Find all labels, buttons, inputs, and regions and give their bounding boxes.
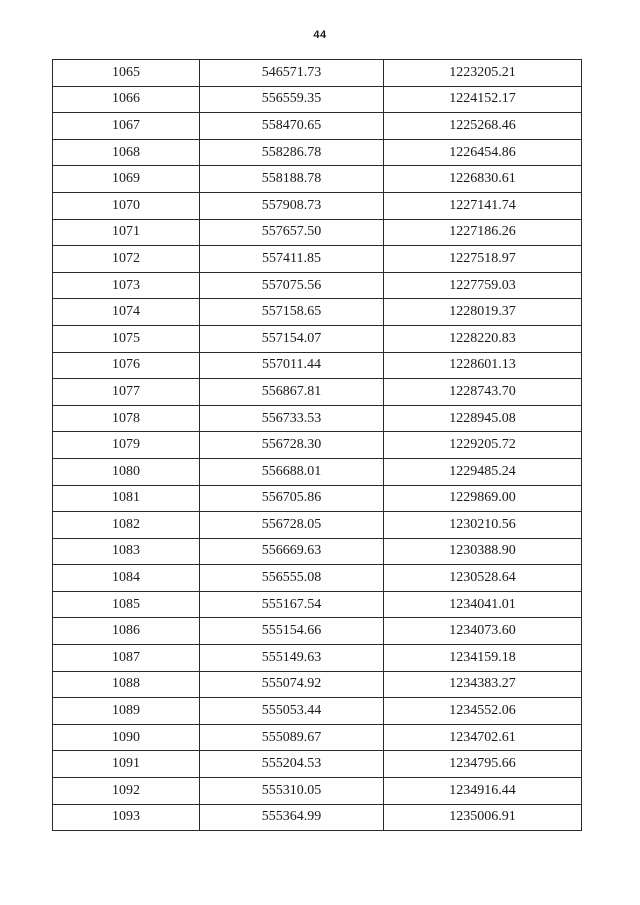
point-number-cell: 1067: [53, 113, 200, 140]
point-number-cell: 1086: [53, 618, 200, 645]
table-row: [53, 113, 582, 140]
y-coordinate-cell: 1228220.83: [384, 325, 582, 352]
y-coordinate-cell: 1234916.44: [384, 778, 582, 805]
y-coordinate-cell: 1228945.08: [384, 405, 582, 432]
table-row: [53, 538, 582, 565]
y-coordinate-cell: 1223205.21: [384, 60, 582, 87]
point-number-cell: 1066: [53, 86, 200, 113]
x-coordinate-cell: 556867.81: [200, 379, 384, 406]
table-row: [53, 724, 582, 751]
point-number-cell: 1080: [53, 458, 200, 485]
point-number-cell: 1093: [53, 804, 200, 831]
x-coordinate-cell: 556669.63: [200, 538, 384, 565]
x-coordinate-cell: 555154.66: [200, 618, 384, 645]
table-row: [53, 618, 582, 645]
point-number-cell: 1065: [53, 60, 200, 87]
y-coordinate-cell: 1230528.64: [384, 565, 582, 592]
y-coordinate-cell: 1234159.18: [384, 645, 582, 672]
x-coordinate-cell: 557154.07: [200, 325, 384, 352]
y-coordinate-cell: 1234041.01: [384, 591, 582, 618]
x-coordinate-cell: 557908.73: [200, 192, 384, 219]
point-number-cell: 1090: [53, 724, 200, 751]
x-coordinate-cell: 556559.35: [200, 86, 384, 113]
x-coordinate-cell: 556733.53: [200, 405, 384, 432]
y-coordinate-cell: 1229869.00: [384, 485, 582, 512]
x-coordinate-cell: 555053.44: [200, 698, 384, 725]
table-row: [53, 299, 582, 326]
point-number-cell: 1083: [53, 538, 200, 565]
x-coordinate-cell: 558188.78: [200, 166, 384, 193]
y-coordinate-cell: 1230210.56: [384, 512, 582, 539]
y-coordinate-cell: 1226454.86: [384, 139, 582, 166]
point-number-cell: 1071: [53, 219, 200, 246]
x-coordinate-cell: 556728.30: [200, 432, 384, 459]
table-row: [53, 139, 582, 166]
y-coordinate-cell: 1228601.13: [384, 352, 582, 379]
y-coordinate-cell: 1234552.06: [384, 698, 582, 725]
table-row: [53, 86, 582, 113]
point-number-cell: 1073: [53, 272, 200, 299]
x-coordinate-cell: 556555.08: [200, 565, 384, 592]
point-number-cell: 1072: [53, 246, 200, 273]
table-row: [53, 352, 582, 379]
y-coordinate-cell: 1234383.27: [384, 671, 582, 698]
point-number-cell: 1076: [53, 352, 200, 379]
table-row: [53, 512, 582, 539]
x-coordinate-cell: 557657.50: [200, 219, 384, 246]
table-row: [53, 778, 582, 805]
table-row: [53, 219, 582, 246]
x-coordinate-cell: 555364.99: [200, 804, 384, 831]
y-coordinate-cell: 1234702.61: [384, 724, 582, 751]
x-coordinate-cell: 557411.85: [200, 246, 384, 273]
point-number-cell: 1077: [53, 379, 200, 406]
table-row: [53, 458, 582, 485]
x-coordinate-cell: 558470.65: [200, 113, 384, 140]
point-number-cell: 1078: [53, 405, 200, 432]
table-row: [53, 751, 582, 778]
coordinates-table: [52, 59, 582, 831]
table-row: [53, 698, 582, 725]
table-row: [53, 379, 582, 406]
table-row: [53, 804, 582, 831]
point-number-cell: 1079: [53, 432, 200, 459]
table-row: [53, 325, 582, 352]
point-number-cell: 1075: [53, 325, 200, 352]
point-number-cell: 1087: [53, 645, 200, 672]
table-row: [53, 166, 582, 193]
table-row: [53, 645, 582, 672]
y-coordinate-cell: 1227186.26: [384, 219, 582, 246]
table-row: [53, 60, 582, 87]
y-coordinate-cell: 1227518.97: [384, 246, 582, 273]
point-number-cell: 1074: [53, 299, 200, 326]
y-coordinate-cell: 1225268.46: [384, 113, 582, 140]
table-row: [53, 246, 582, 273]
x-coordinate-cell: 556688.01: [200, 458, 384, 485]
point-number-cell: 1089: [53, 698, 200, 725]
y-coordinate-cell: 1235006.91: [384, 804, 582, 831]
point-number-cell: 1092: [53, 778, 200, 805]
point-number-cell: 1082: [53, 512, 200, 539]
point-number-cell: 1068: [53, 139, 200, 166]
table-row: [53, 591, 582, 618]
point-number-cell: 1070: [53, 192, 200, 219]
x-coordinate-cell: 557158.65: [200, 299, 384, 326]
table-row: [53, 432, 582, 459]
table-row: [53, 485, 582, 512]
y-coordinate-cell: 1229205.72: [384, 432, 582, 459]
point-number-cell: 1091: [53, 751, 200, 778]
y-coordinate-cell: 1229485.24: [384, 458, 582, 485]
point-number-cell: 1081: [53, 485, 200, 512]
table-row: [53, 192, 582, 219]
table-row: [53, 671, 582, 698]
y-coordinate-cell: 1234073.60: [384, 618, 582, 645]
y-coordinate-cell: 1224152.17: [384, 86, 582, 113]
point-number-cell: 1069: [53, 166, 200, 193]
y-coordinate-cell: 1227759.03: [384, 272, 582, 299]
table-row: [53, 565, 582, 592]
y-coordinate-cell: 1234795.66: [384, 751, 582, 778]
x-coordinate-cell: 546571.73: [200, 60, 384, 87]
x-coordinate-cell: 555204.53: [200, 751, 384, 778]
point-number-cell: 1085: [53, 591, 200, 618]
x-coordinate-cell: 555149.63: [200, 645, 384, 672]
point-number-cell: 1084: [53, 565, 200, 592]
x-coordinate-cell: 556705.86: [200, 485, 384, 512]
x-coordinate-cell: 555310.05: [200, 778, 384, 805]
x-coordinate-cell: 557075.56: [200, 272, 384, 299]
coordinates-table-body: [53, 60, 582, 831]
y-coordinate-cell: 1227141.74: [384, 192, 582, 219]
y-coordinate-cell: 1228019.37: [384, 299, 582, 326]
page-number: 44: [313, 29, 327, 41]
table-row: [53, 405, 582, 432]
y-coordinate-cell: 1230388.90: [384, 538, 582, 565]
x-coordinate-cell: 555167.54: [200, 591, 384, 618]
x-coordinate-cell: 558286.78: [200, 139, 384, 166]
y-coordinate-cell: 1226830.61: [384, 166, 582, 193]
x-coordinate-cell: 557011.44: [200, 352, 384, 379]
y-coordinate-cell: 1228743.70: [384, 379, 582, 406]
table-row: [53, 272, 582, 299]
point-number-cell: 1088: [53, 671, 200, 698]
x-coordinate-cell: 555074.92: [200, 671, 384, 698]
x-coordinate-cell: 556728.05: [200, 512, 384, 539]
x-coordinate-cell: 555089.67: [200, 724, 384, 751]
